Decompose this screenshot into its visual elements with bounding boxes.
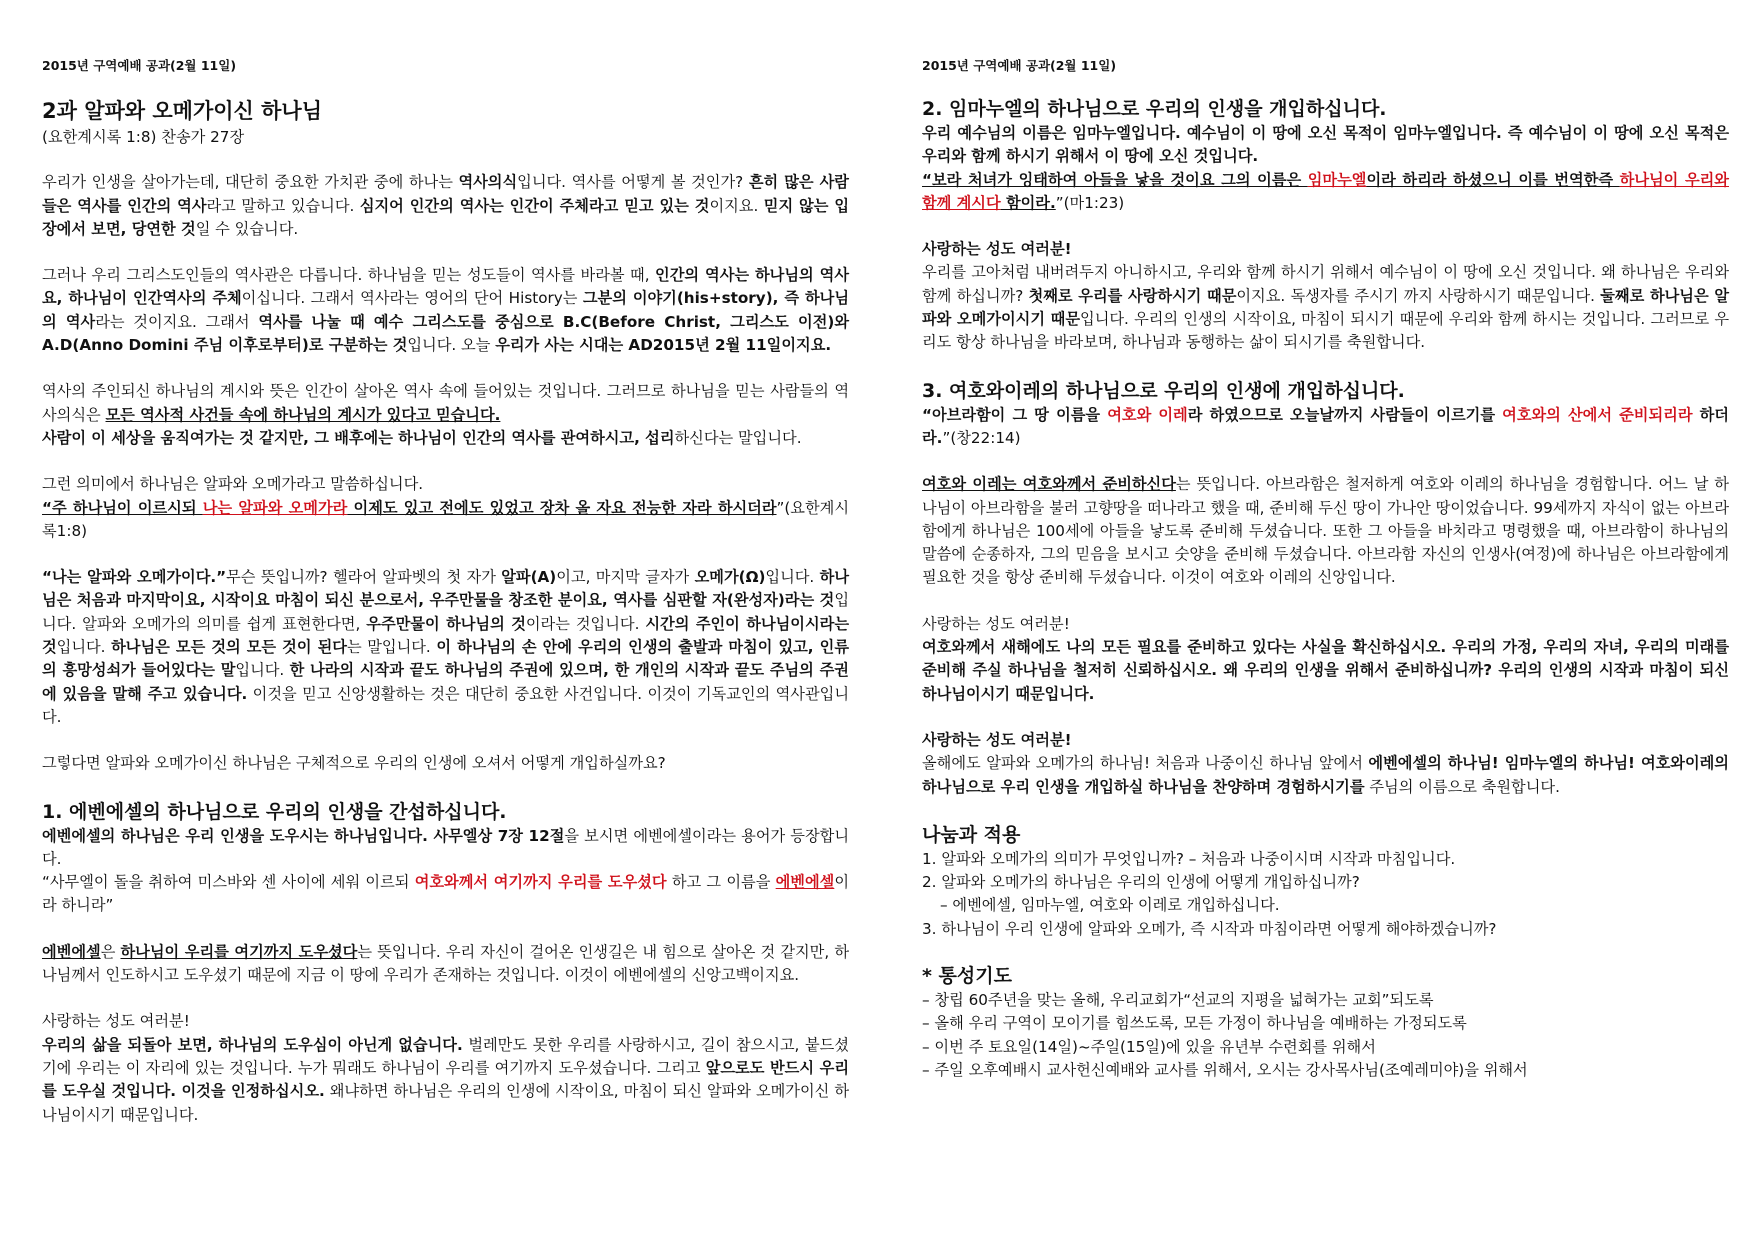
list-item: – 주일 오후예배시 교사헌신예배와 교사를 위해서, 오시는 강사목사님(조예레미야)을 위해서 [922,1060,1528,1079]
list-item: 2. 알파와 오메가의 하나님은 우리의 인생에 어떻게 개입하십니까? [922,873,1360,892]
section-3-closing: 올해에도 알파와 오메가의 하나님! 처음과 나중이신 하나님 앞에서 에벤에셀의 하나님! 임마누엘의 하나님! 여호와이레의 하나님으로 우리 인생을 개입하실 하나님을 찬양하며 경험하시기를 주님의 이름으로 축원합니다. [922,754,1729,796]
list-item: – 창립 60주년을 맞는 올해, 우리교회가“선교의 지평을 넓혀가는 교회”되도록 [922,991,1434,1010]
paragraph-history-awareness: 우리가 인생을 살아가는데, 대단히 중요한 가치관 중에 하나는 역사의식입니다. 역사를 어떻게 볼 것인가? 흔히 많은 사람들은 역사를 인간의 역사라고 말하고 있습니다. 심지어 인간의 역사는 인간이 주체라고 믿고 있는 것이지요. 믿지 않는 입장에서 보면, 당연한 것일 수 있습니다. [42,173,850,238]
section-3-greeting: 사랑하는 성도 여러분! [922,614,1070,633]
section-2-body: 우리를 고아처럼 내버려두지 아니하시고, 우리와 함께 하시기 위해서 예수님이 이 땅에 오신 것입니다. 왜 하나님은 우리와 함께 하십니까? 첫째로 우리를 사랑하시기 때문이지요. 독생자를 주시기 까지 사랑하시기 때문입니다. 둘째로 하나님은 알파와 오메가이시기 때문입니다. 우리의 인생의 시작이요, 마침이 되시기 때문에 우리와 함께 하시는 것입니다. 그러므로 우리도 항상 하나님을 바라보며, 하나님과 동행하는 삶이 되시기를 축원합니다. [922,263,1729,352]
section-1-ebenezer-meaning: 에벤에셀은 하나님이 우리를 여기까지 도우셨다는 뜻입니다. 우리 자신이 걸어온 인생길은 내 힘으로 살아온 것 같지만, 하나님께서 인도하시고 도우셨기 때문에 지금 이 땅에 우리가 존재하는 것입니다. 이것이 에벤에셀의 신앙고백이지요. [42,942,849,985]
sharing-list [922,848,1729,941]
right-page [922,0,1729,1240]
paragraph-revelation: 역사의 주인되신 하나님의 계시와 뜻은 인간이 살아온 역사 속에 들어있는 것입니다. 그러므로 하나님을 믿는 사람들의 역사의식은 모든 역사적 사건들 속에 하나님의 계시가 있다고 믿습니다. 사람이 이 세상을 움직여가는 것 같지만, 그 배후에는 하나님이 인간의 역사를 관여하시고, 섭리하신다는 말입니다. [42,382,849,447]
sharing-heading: 나눔과 적용 [922,823,1021,846]
left-page [42,0,849,1240]
prayer-list [922,989,1729,1082]
section-3-body: 여호와 이레는 여호와께서 준비하신다는 뜻입니다. 아브라함은 철저하게 여호와 이레의 하나님을 경험합니다. 어느 날 하나님이 아브라함을 불러 고향땅을 떠나라고 했을 때, 준비해 두신 땅이 가나안 땅이었습니다. 99세까지 자식이 없는 아브라함에게 하나님은 100세에 아들을 낳도록 준비해 두셨습니다. 또한 그 아들을 바치라고 명령했을 때, 아브라함이 하나님의 말씀에 순종하자, 그의 믿음을 보시고 숫양을 준비해 두셨습니다. 아브라함 자신의 인생사(여정)에 하나님은 아브라함에게 필요한 것을 항상 준비해 두셨습니다. 이것이 여호와 이레의 신앙입니다. [922,475,1729,587]
paragraph-christian-history: 그러나 우리 그리스도인들의 역사관은 다릅니다. 하나님을 믿는 성도들이 역사를 바라볼 때, 인간의 역사는 하나님의 역사요, 하나님이 인간역사의 주체이십니다. 그래서 역사라는 영어의 단어 History는 그분의 이야기(his+story), 즉 하나님의 역사라는 것이지요. 그래서 역사를 나눌 때 예수 그리스도를 중심으로 B.C(Before Christ, 그리스도 이전)와 A.D(Anno Domini 주님 이후로부터)로 구분하는 것입니다. 오늘 우리가 사는 시대는 AD2015년 2월 11일이지요. [42,266,850,355]
page-header: 2015년 구역예배 공과(2월 11일) [42,58,237,73]
list-item: – 올해 우리 구역이 모이기를 힘쓰도록, 모든 가정이 하나님을 예배하는 가정되도록 [922,1014,1467,1033]
section-2-greeting: 사랑하는 성도 여러분! [922,240,1072,259]
list-item: – 이번 주 토요일(14일)~주일(15일)에 있을 유년부 수련회를 위해서 [922,1037,1376,1056]
list-item: 3. 하나님이 우리 인생에 알파와 오메가, 즉 시작과 마침이라면 어떻게 해야하겠습니까? [922,919,1497,938]
paragraph-alpha-omega-meaning: “나는 알파와 오메가이다.”무슨 뜻입니까? 헬라어 알파벳의 첫 자가 알파(Α)이고, 마지막 글자가 오메가(Ω)입니다. 하나님은 처음과 마지막이요, 시작이요 마침이 되신 분으로서, 우주만물을 창조한 분이요, 역사를 심판할 자(완성자)라는 것입니다. 알파와 오메가의 의미를 쉽게 표현한다면, 우주만물이 하나님의 것이라는 것입니다. 시간의 주인이 하나님이시라는 것입니다. 하나님은 모든 것의 모든 것이 된다는 말입니다. 이 하나님의 손 안에 우리의 인생의 출발과 마침이 있고, 인류의 흥망성쇠가 들어있다는 말입니다. 한 나라의 시작과 끝도 하나님의 주권에 있으며, 한 개인의 시작과 끝도 주님의 주권에 있음을 말해 주고 있습니다. 이것을 믿고 신앙생활하는 것은 대단히 중요한 사건입니다. 이것이 기독교인의 역사관입니다. [42,568,850,726]
section-1-greeting: 사랑하는 성도 여러분! [42,1012,190,1031]
section-1-intro: 에벤에셀의 하나님은 우리 인생을 도우시는 하나님입니다. 사무엘상 7장 12절을 보시면 에벤에셀이라는 용어가 등장합니다. [42,826,849,868]
lesson-title: 2과 알파와 오메가이신 하나님 [42,99,322,123]
section-2-heading: 2. 임마누엘의 하나님으로 우리의 인생을 개입하십니다. [922,98,1387,120]
section-3-quote: “아브라함이 그 땅 이름을 여호와 이레라 하였으므로 오늘날까지 사람들이 이르기를 여호와의 산에서 준비되리라 하더라.”(창22:14) [922,405,1729,447]
section-3-exhortation: 여호와께서 새해에도 나의 모든 필요를 준비하고 있다는 사실을 확신하십시오. 우리의 가정, 우리의 자녀, 우리의 미래를 준비해 주실 하나님을 철저히 신뢰하십시오. 왜 우리의 인생을 위해서 준비하십니까? 우리의 인생의 시작과 마침이 되신 하나님이시기 때문입니다. [922,638,1729,703]
section-2-intro: 우리 예수님의 이름은 임마누엘입니다. 예수님이 이 땅에 오신 목적이 임마누엘입니다. 즉 예수님이 이 땅에 오신 목적은 우리와 함께 하시기 위해서 이 땅에 오신 것입니다. [922,124,1729,166]
section-1-quote: “사무엘이 돌을 취하여 미스바와 센 사이에 세워 이르되 여호와께서 여기까지 우리를 도우셨다 하고 그 이름을 에벤에셀이라 하니라” [42,873,849,915]
lesson-subtitle: (요한계시록 1:8) 찬송가 27장 [42,128,245,146]
section-3-greeting-2: 사랑하는 성도 여러분! [922,730,1072,749]
paragraph-alpha-omega-verse: 그런 의미에서 하나님은 알파와 오메가라고 말씀하십니다. “주 하나님이 이르시되 나는 알파와 오메가라 이제도 있고 전에도 있었고 장차 올 자요 전능한 자라 하시더라”(요한계시록1:8) [42,475,849,540]
list-item: 1. 알파와 오메가의 의미가 무엇입니까? – 처음과 나중이시며 시작과 마침입니다. [922,849,1456,868]
section-2-quote: “보라 처녀가 잉태하여 아들을 낳을 것이요 그의 이름은 임마누엘이라 하리라 하셨으니 이를 번역한즉 하나님이 우리와 함께 계시다 함이라.”(마1:23) [922,170,1729,212]
page-header: 2015년 구역예배 공과(2월 11일) [922,58,1117,73]
paragraph-transition: 그렇다면 알파와 오메가이신 하나님은 구체적으로 우리의 인생에 오셔서 어떻게 개입하실까요? [42,754,666,773]
list-item: – 에벤에셀, 임마누엘, 여호와 이레로 개입하십니다. [940,896,1280,915]
left-content [42,96,849,1150]
prayer-heading: * 통성기도 [922,965,1012,988]
section-1-closing: 우리의 삶을 되돌아 보면, 하나님의 도우심이 아닌게 없습니다. 벌레만도 못한 우리를 사랑하시고, 길이 참으시고, 붙드셨기에 우리는 이 자리에 있는 것입니다. 누가 뭐래도 하나님이 우리를 여기까지 도우셨습니다. 그리고 앞으로도 반드시 우리를 도우실 것입니다. 이것을 인정하십시오. 왜냐하면 하나님은 우리의 인생에 시작이요, 마침이 되신 알파와 오메가이신 하나님이시기 때문입니다. [42,1035,849,1124]
section-3-heading: 3. 여호와이레의 하나님으로 우리의 인생에 개입하십니다. [922,379,1405,402]
right-content [922,96,1729,1104]
section-1-heading: 1. 에벤에셀의 하나님으로 우리의 인생을 간섭하십니다. [42,800,507,823]
